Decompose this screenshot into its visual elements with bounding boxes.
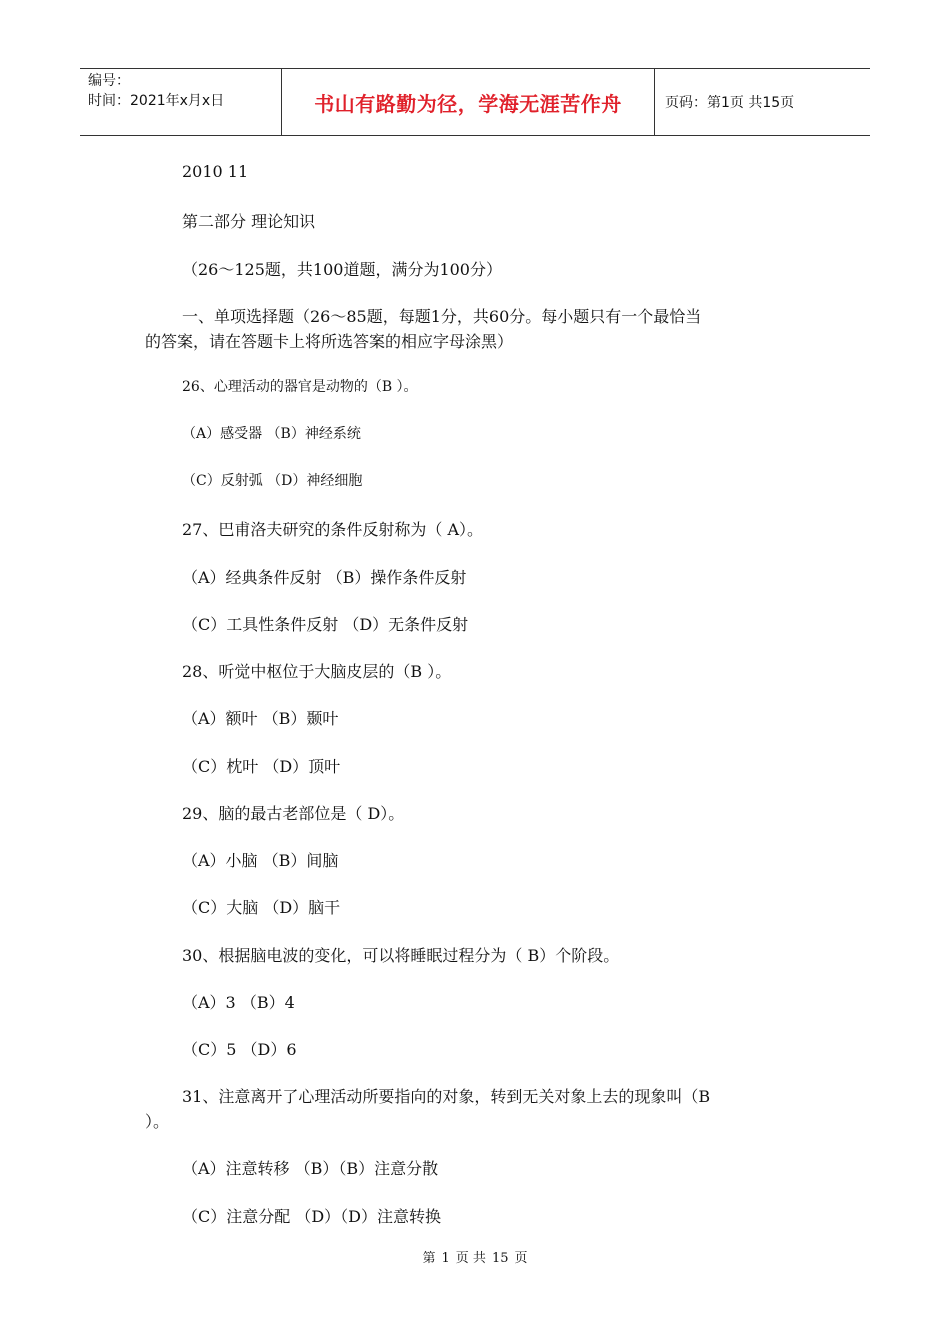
question-29-options-ab: （A）小脑 （B）间脑 (182, 851, 339, 870)
header-info-cell (80, 69, 282, 135)
footer-total-pages: 15 (491, 1251, 509, 1266)
motto-text: 书山有路勤为径，学海无涯苦作舟 (314, 91, 622, 116)
section-heading-line2: 的答案，请在答题卡上将所选答案的相应字母涂黑） (145, 332, 514, 351)
question-31-options-ab: （A）注意转移 （B）（B）注意分散 (182, 1159, 439, 1178)
question-30-options-ab: （A）3 （B）4 (182, 993, 295, 1012)
question-27-options-cd: （C）工具性条件反射 （D）无条件反射 (182, 615, 469, 634)
page-label: 页码：第1页 共15页 (665, 95, 795, 111)
time-label: 时间：2021年x月x日 (88, 93, 225, 109)
header-page-cell (655, 69, 870, 135)
question-26-options-ab: （A）感受器 （B）神经系统 (182, 426, 361, 442)
page-header (80, 68, 870, 136)
footer-suffix: 页 (514, 1251, 528, 1266)
question-31-options-cd: （C）注意分配 （D）（D）注意转换 (182, 1207, 441, 1226)
section-heading-line1: 一、单项选择题（26～85题，每题1分，共60分。每小题只有一个最恰当 (182, 307, 702, 326)
number-label: 编号： (88, 73, 130, 89)
question-31-line1: 31、注意离开了心理活动所要指向的对象，转到无关对象上去的现象叫（B (182, 1087, 711, 1106)
question-27-options-ab: （A）经典条件反射 （B）操作条件反射 (182, 568, 467, 587)
question-29-options-cd: （C）大脑 （D）脑干 (182, 898, 341, 917)
part-note: （26～125题，共100道题，满分为100分） (182, 260, 502, 279)
footer-current-page: 1 (441, 1251, 450, 1266)
question-31-line2: ）。 (145, 1112, 170, 1131)
footer-middle: 页 共 (455, 1251, 486, 1266)
date-line: 2010 11 (182, 162, 249, 181)
question-28-options-cd: （C）枕叶 （D）顶叶 (182, 757, 341, 776)
question-26-options-cd: （C）反射弧 （D）神经细胞 (182, 473, 363, 489)
question-29: 29、脑的最古老部位是（ D）。 (182, 804, 405, 823)
footer-prefix: 第 (422, 1251, 436, 1266)
part-title: 第二部分 理论知识 (182, 212, 316, 231)
page-footer (0, 1247, 950, 1266)
question-30: 30、根据脑电波的变化，可以将睡眠过程分为（ B）个阶段。 (182, 946, 620, 965)
question-28-options-ab: （A）额叶 （B）颞叶 (182, 709, 339, 728)
header-motto-cell (282, 69, 655, 135)
question-30-options-cd: （C）5 （D）6 (182, 1040, 297, 1059)
question-28: 28、听觉中枢位于大脑皮层的（B ）。 (182, 662, 452, 681)
question-27: 27、巴甫洛夫研究的条件反射称为（ A）。 (182, 520, 484, 539)
question-26: 26、心理活动的器官是动物的（B ）。 (182, 379, 418, 395)
